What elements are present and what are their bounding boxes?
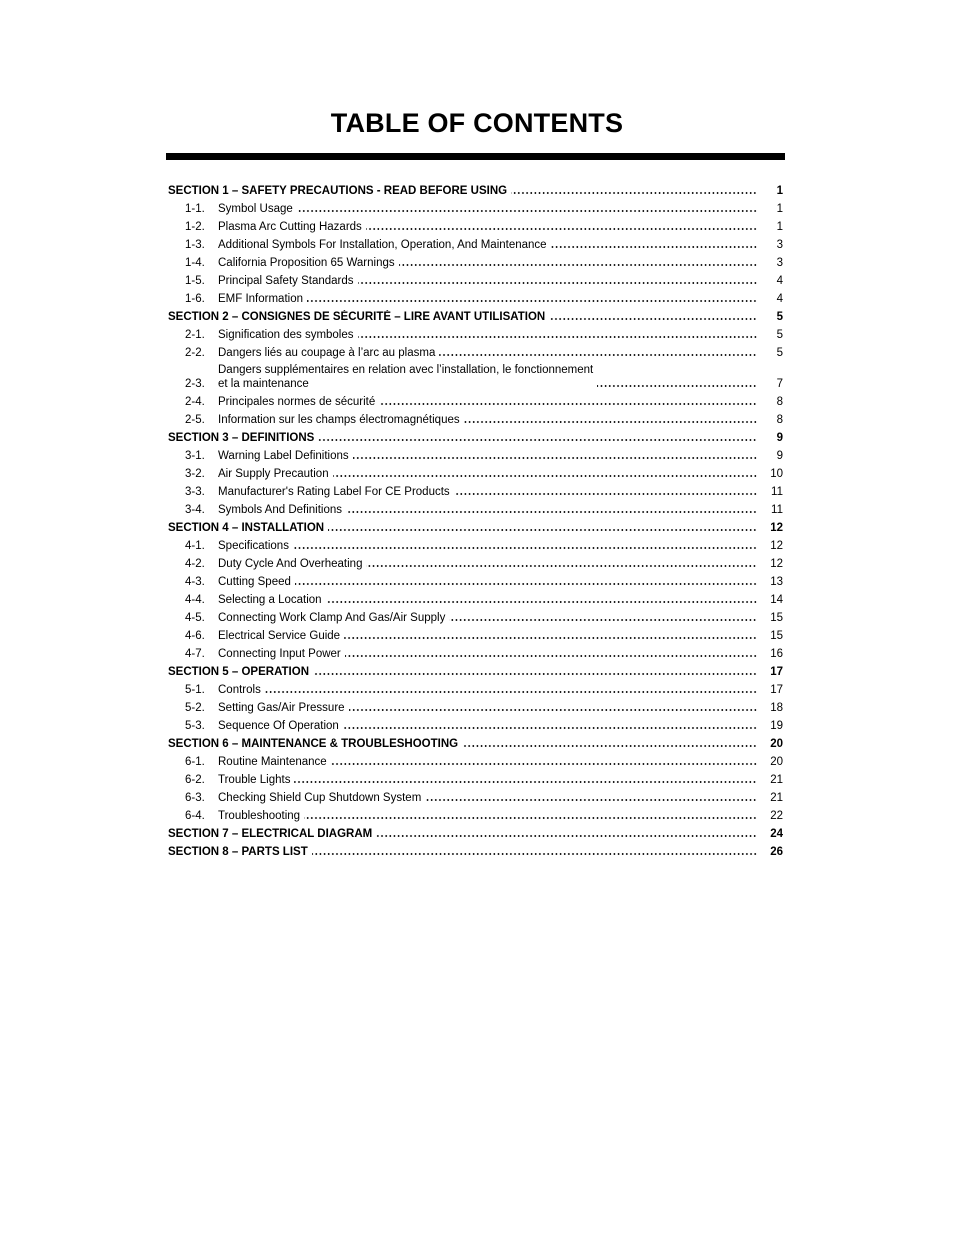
dot-leader (511, 191, 757, 195)
dot-leader (379, 402, 757, 406)
toc-page-number: 20 (770, 738, 783, 750)
toc-item-row[interactable] (168, 216, 783, 234)
toc-item-number: 6-1. (185, 756, 205, 768)
dot-leader (331, 762, 757, 766)
toc-item-title (218, 363, 597, 391)
toc-item-number: 2-1. (185, 329, 205, 341)
toc-item-row[interactable] (168, 445, 783, 463)
toc-page-number: 5 (776, 347, 783, 359)
title-rule (166, 153, 785, 160)
dot-leader (464, 420, 757, 424)
toc-page-number: 1 (776, 185, 783, 197)
toc-item-title: Symbols And Definitions (218, 504, 343, 516)
toc-page-number: 16 (770, 648, 783, 660)
toc-item-number: 4-4. (185, 594, 205, 606)
toc-page-number: 20 (770, 756, 783, 768)
toc-page-number: 12 (770, 558, 783, 570)
dot-leader (425, 798, 757, 802)
toc-item-title: Selecting a Location (218, 594, 322, 606)
dot-leader (344, 636, 757, 640)
toc-item-number: 5-2. (185, 702, 205, 714)
toc-item-title: Cutting Speed (218, 576, 291, 588)
toc-item-row[interactable] (168, 535, 783, 553)
toc-section-row[interactable] (168, 823, 783, 841)
toc-page-number: 5 (776, 311, 783, 323)
toc-item-number: 6-3. (185, 792, 205, 804)
toc-item-number: 2-4. (185, 396, 205, 408)
toc-section-row[interactable] (168, 306, 783, 324)
dot-leader (449, 618, 757, 622)
dot-leader (376, 834, 757, 838)
dot-leader (304, 816, 757, 820)
toc-item-title-line1: Dangers supplémentaires en relation avec l’installation, le fonctionnement (218, 364, 594, 376)
toc-page-number: 10 (770, 468, 783, 480)
toc-page-number: 1 (776, 221, 783, 233)
toc-item-title: Symbol Usage (218, 203, 293, 215)
toc-item-number: 4-7. (185, 648, 205, 660)
toc-section-title: SECTION 8 – PARTS LIST (168, 846, 308, 858)
toc-item-number: 5-3. (185, 720, 205, 732)
toc-item-title: Additional Symbols For Installation, Operation, And Maintenance (218, 239, 547, 251)
toc-page-number: 12 (770, 540, 783, 552)
toc-item-title: California Proposition 65 Warnings (218, 257, 395, 269)
toc-item-title: Manufacturer's Rating Label For CE Products (218, 486, 450, 498)
dot-leader (312, 852, 757, 856)
toc-item-number: 1-4. (185, 257, 205, 269)
toc-item-number: 2-5. (185, 414, 205, 426)
toc-item-row[interactable] (168, 751, 783, 769)
toc-page-number: 17 (770, 666, 783, 678)
toc-section-row[interactable] (168, 180, 783, 198)
toc-item-number: 1-1. (185, 203, 205, 215)
toc-item-row[interactable] (168, 198, 783, 216)
toc-section-title: SECTION 4 – INSTALLATION (168, 522, 325, 534)
toc-page-number: 4 (776, 275, 783, 287)
dot-leader (366, 227, 757, 231)
toc-page-number: 13 (770, 576, 783, 588)
toc-item-title-line2: et la maintenance (218, 378, 309, 390)
toc-item-row[interactable] (168, 715, 783, 733)
toc-item-row[interactable] (168, 360, 783, 391)
toc-item-row[interactable] (168, 805, 783, 823)
toc-item-row[interactable] (168, 787, 783, 805)
toc-page-number: 12 (770, 522, 783, 534)
dot-leader (307, 299, 757, 303)
toc-page-number: 9 (776, 450, 783, 462)
toc-item-row[interactable] (168, 270, 783, 288)
toc-item-title: Sequence Of Operation (218, 720, 339, 732)
dot-leader (326, 600, 757, 604)
toc-page-number: 14 (770, 594, 783, 606)
toc-item-row[interactable] (168, 234, 783, 252)
toc-item-number: 3-2. (185, 468, 205, 480)
toc-page-number: 15 (770, 630, 783, 642)
toc-section-title: SECTION 6 – MAINTENANCE & TROUBLESHOOTING (168, 738, 459, 750)
toc-item-row[interactable] (168, 589, 783, 607)
toc-item-row[interactable] (168, 697, 783, 715)
toc-item-number: 1-5. (185, 275, 205, 287)
toc-item-title: Setting Gas/Air Pressure (218, 702, 345, 714)
toc-section-row[interactable] (168, 733, 783, 751)
toc-item-title: Troubleshooting (218, 810, 301, 822)
toc-item-number: 3-1. (185, 450, 205, 462)
toc-page-number: 15 (770, 612, 783, 624)
toc-item-row[interactable] (168, 625, 783, 643)
toc-page-number: 5 (776, 329, 783, 341)
toc-item-number: 6-4. (185, 810, 205, 822)
toc-item-number: 1-6. (185, 293, 205, 305)
toc-page-number: 7 (776, 378, 783, 390)
toc-item-number: 2-2. (185, 347, 205, 359)
toc-section-row[interactable] (168, 517, 783, 535)
toc-item-number: 4-1. (185, 540, 205, 552)
toc-page-number: 3 (776, 239, 783, 251)
dot-leader (439, 353, 757, 357)
toc-item-row[interactable] (168, 769, 783, 787)
toc-item-number: 4-6. (185, 630, 205, 642)
toc-item-number: 6-2. (185, 774, 205, 786)
toc-page-number: 21 (770, 792, 783, 804)
toc-item-title: Air Supply Precaution (218, 468, 329, 480)
dot-leader (294, 780, 757, 784)
toc-item-title: Checking Shield Cup Shutdown System (218, 792, 422, 804)
table-of-contents (168, 180, 783, 859)
toc-section-title: SECTION 3 – DEFINITIONS (168, 432, 315, 444)
dot-leader (343, 726, 757, 730)
toc-item-row[interactable] (168, 288, 783, 306)
toc-item-row[interactable] (168, 679, 783, 697)
dot-leader (297, 209, 757, 213)
toc-item-number: 4-5. (185, 612, 205, 624)
dot-leader (313, 672, 757, 676)
dot-leader (333, 474, 757, 478)
toc-page-number: 19 (770, 720, 783, 732)
toc-section-row[interactable] (168, 841, 783, 859)
dot-leader (597, 384, 757, 388)
toc-item-title: EMF Information (218, 293, 303, 305)
toc-item-title: Controls (218, 684, 261, 696)
dot-leader (549, 317, 757, 321)
toc-item-title: Duty Cycle And Overheating (218, 558, 363, 570)
dot-leader (399, 263, 757, 267)
toc-section-row[interactable] (168, 661, 783, 679)
toc-page-number: 22 (770, 810, 783, 822)
toc-section-title: SECTION 7 – ELECTRICAL DIAGRAM (168, 828, 373, 840)
toc-section-title: SECTION 1 – SAFETY PRECAUTIONS - READ BEFORE USING (168, 185, 508, 197)
dot-leader (346, 510, 757, 514)
toc-item-row[interactable] (168, 391, 783, 409)
toc-page-number: 17 (770, 684, 783, 696)
dot-leader (358, 281, 757, 285)
toc-page-number: 8 (776, 396, 783, 408)
toc-section-row[interactable] (168, 427, 783, 445)
toc-page-number: 9 (776, 432, 783, 444)
dot-leader (293, 546, 757, 550)
toc-page-number: 26 (770, 846, 783, 858)
dot-leader (349, 708, 757, 712)
toc-item-number: 3-3. (185, 486, 205, 498)
toc-item-title: Principal Safety Standards (218, 275, 354, 287)
toc-item-number: 2-3. (185, 378, 205, 390)
toc-page-number: 4 (776, 293, 783, 305)
toc-page-number: 3 (776, 257, 783, 269)
dot-leader (295, 582, 757, 586)
toc-item-title: Warning Label Definitions (218, 450, 349, 462)
dot-leader (454, 492, 757, 496)
toc-item-row[interactable] (168, 342, 783, 360)
toc-item-number: 1-3. (185, 239, 205, 251)
dot-leader (318, 438, 757, 442)
dot-leader (551, 245, 757, 249)
toc-item-title: Electrical Service Guide (218, 630, 341, 642)
toc-item-row[interactable] (168, 607, 783, 625)
toc-page-number: 18 (770, 702, 783, 714)
dot-leader (462, 744, 757, 748)
toc-item-number: 3-4. (185, 504, 205, 516)
toc-page-number: 8 (776, 414, 783, 426)
toc-page-number: 21 (770, 774, 783, 786)
toc-item-title: Connecting Work Clamp And Gas/Air Supply (218, 612, 446, 624)
toc-section-title: SECTION 2 – CONSIGNES DE SÉCURITÉ – LIRE AVANT UTILISATION (168, 311, 546, 323)
toc-item-row[interactable] (168, 463, 783, 481)
toc-section-title: SECTION 5 – OPERATION (168, 666, 310, 678)
page-title: TABLE OF CONTENTS (330, 108, 624, 138)
toc-item-row[interactable] (168, 252, 783, 270)
toc-item-number: 4-2. (185, 558, 205, 570)
toc-item-title: Connecting Input Power (218, 648, 341, 660)
toc-page-number: 11 (771, 486, 783, 498)
toc-page-number: 11 (771, 504, 783, 516)
toc-page-number: 24 (770, 828, 783, 840)
toc-item-number: 4-3. (185, 576, 205, 588)
toc-item-row[interactable] (168, 571, 783, 589)
toc-page-number: 1 (776, 203, 783, 215)
toc-item-number: 1-2. (185, 221, 205, 233)
dot-leader (265, 690, 757, 694)
dot-leader (353, 456, 757, 460)
dot-leader (345, 654, 757, 658)
toc-item-row[interactable] (168, 643, 783, 661)
toc-item-row[interactable] (168, 324, 783, 342)
toc-item-title: Signification des symboles (218, 329, 354, 341)
dot-leader (328, 528, 757, 532)
toc-item-title: Specifications (218, 540, 289, 552)
toc-item-row[interactable] (168, 553, 783, 571)
toc-item-title: Trouble Lights (218, 774, 291, 786)
toc-item-row[interactable] (168, 499, 783, 517)
toc-item-title: Plasma Arc Cutting Hazards (218, 221, 362, 233)
dot-leader (358, 335, 757, 339)
toc-item-title: Principales normes de sécurité (218, 396, 376, 408)
toc-item-title: Dangers liés au coupage à l’arc au plasma (218, 347, 436, 359)
toc-item-row[interactable] (168, 409, 783, 427)
dot-leader (366, 564, 757, 568)
toc-item-title: Information sur les champs électromagnétiques (218, 414, 460, 426)
toc-item-title: Routine Maintenance (218, 756, 327, 768)
toc-item-number: 5-1. (185, 684, 205, 696)
toc-item-row[interactable] (168, 481, 783, 499)
